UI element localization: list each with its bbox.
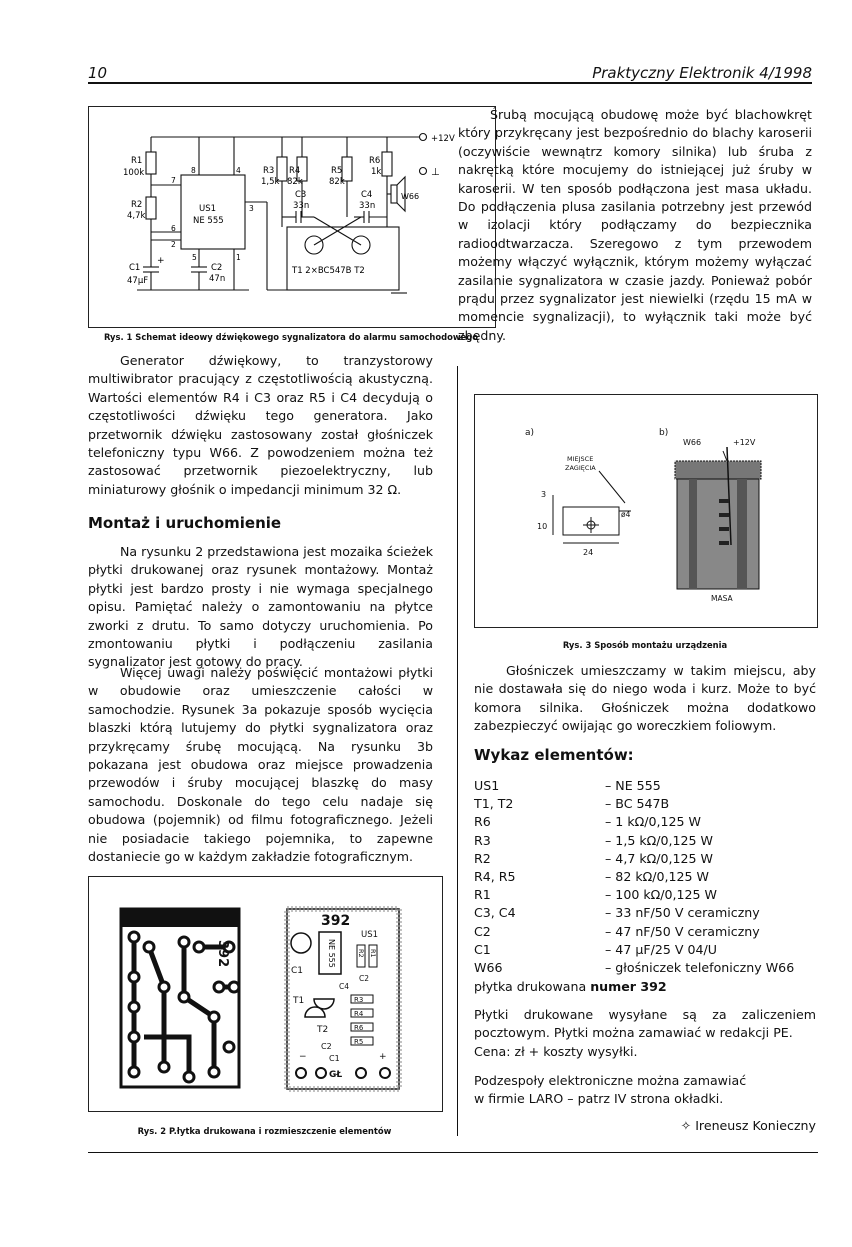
figure1-schematic xyxy=(89,107,495,327)
svg-text:R4: R4 xyxy=(289,166,301,176)
svg-text:C4: C4 xyxy=(339,982,350,991)
svg-text:C2: C2 xyxy=(359,974,370,983)
svg-text:5: 5 xyxy=(192,253,197,262)
column-divider xyxy=(457,366,458,1136)
pcb-number-line xyxy=(474,978,667,996)
svg-text:392: 392 xyxy=(215,940,230,968)
svg-text:4: 4 xyxy=(236,166,241,175)
header-rule xyxy=(88,82,812,84)
svg-text:MASA: MASA xyxy=(711,594,733,603)
figure2-pcb xyxy=(89,877,442,1111)
parts-row: C3, C4 – 33 nF/50 V ceramiczny xyxy=(474,905,760,921)
footer-rule xyxy=(88,1152,818,1153)
svg-text:33n: 33n xyxy=(293,201,310,211)
svg-text:R2: R2 xyxy=(131,200,143,210)
section-heading: Montaż i uruchomienie xyxy=(88,514,282,532)
price-line: Cena: zł + koszty wysyłki. xyxy=(474,1044,638,1059)
svg-text:US1: US1 xyxy=(361,930,379,940)
figure1-frame xyxy=(88,106,496,328)
svg-text:NE 555: NE 555 xyxy=(327,939,336,968)
svg-text:C1: C1 xyxy=(129,263,141,273)
pcb-line-number: numer 392 xyxy=(590,979,667,994)
parts-row: R4, R5 – 82 kΩ/0,125 W xyxy=(474,869,709,885)
svg-text:R3: R3 xyxy=(263,166,275,176)
svg-text:W66: W66 xyxy=(401,192,420,201)
svg-text:7: 7 xyxy=(171,176,176,185)
svg-text:US1: US1 xyxy=(199,204,217,214)
svg-text:⊥: ⊥ xyxy=(431,167,440,178)
svg-text:3: 3 xyxy=(249,204,254,213)
svg-text:4,7k: 4,7k xyxy=(127,211,146,221)
svg-text:+12V: +12V xyxy=(431,134,455,144)
svg-text:10: 10 xyxy=(537,522,548,531)
svg-text:3: 3 xyxy=(541,490,547,499)
svg-text:R1: R1 xyxy=(369,949,377,958)
svg-text:R4: R4 xyxy=(354,1010,364,1018)
order-paragraph: Płytki drukowane wysyłane są za zaliczeniem pocztowym. Płytki można zamawiać w redakcji PE. xyxy=(474,1007,816,1041)
journal-title: Praktyczny Elektronik 4/1998 xyxy=(592,64,812,82)
parts-row: T1, T2 – BC 547B xyxy=(474,796,670,812)
assembly-paragraph-2: Więcej uwagi należy poświęcić montażowi płytki w obudowie oraz umieszczenie całości w samochodzie. Rysunek 3a pokazuje sposób wycięcia blaszki którą lutujemy do płytki sygnalizatora oraz przykręcamy śrubę mocującą. Na rysunku 3b pokazana jest obudowa oraz miejsce prowadzenia przewodów i śruby mocującej blaszkę do masy samochodu. Doskonale do tego celu nadaje się obudowa (pojemnik) od filmu fotograficznego. Jeżeli nie posiadacie takiego pojemnika, to zapewne dostaniecie go w każdym zakładzie fotograficznym. xyxy=(88,665,433,865)
svg-text:R5: R5 xyxy=(354,1038,364,1046)
svg-text:33n: 33n xyxy=(359,201,376,211)
svg-text:ø4: ø4 xyxy=(621,510,631,519)
svg-text:W66: W66 xyxy=(683,438,702,447)
svg-text:−: − xyxy=(299,1052,307,1062)
svg-text:47n: 47n xyxy=(209,274,226,284)
svg-text:C1: C1 xyxy=(329,1054,340,1063)
svg-text:R1: R1 xyxy=(131,156,143,166)
svg-text:C1: C1 xyxy=(291,966,304,976)
svg-text:R6: R6 xyxy=(369,156,381,166)
parts-heading: Wykaz elementów: xyxy=(474,746,634,764)
svg-text:MIEJSCE: MIEJSCE xyxy=(567,455,594,463)
speaker-placement-paragraph: Głośniczek umieszczamy w takim miejscu, aby nie dostawała się do niego woda i kurz. Może to być komora silnika. Głośniczek można dodatkowo zabezpieczyć owijając go woreczkiem foliowym. xyxy=(474,663,816,734)
figure2-caption: Rys. 2 P.łytka drukowana i rozmieszczenie elementów xyxy=(137,1126,392,1136)
svg-text:+12V: +12V xyxy=(733,438,756,447)
figure1-caption: Rys. 1 Schemat ideowy dźwiękowego sygnalizatora do alarmu samochodowego xyxy=(103,332,479,342)
figure3-mounting xyxy=(475,395,817,627)
pcb-line-prefix: płytka drukowana xyxy=(474,979,591,994)
assembly-paragraph-1: Na rysunku 2 przedstawiona jest mozaika ścieżek płytki drukowanej oraz rysunek montażowy. Montaż płytki jest bardzo prosty i nie wymaga specjalnego opisu. Pamiętać należy o zamontowaniu na płytce zworki z drutu. To samo dotyczy uruchomienia. Po zmontowaniu płytki i podłączeniu zasilania sygnalizator jest gotowy do pracy. xyxy=(88,544,433,670)
svg-text:R3: R3 xyxy=(354,996,364,1004)
film-canister xyxy=(675,447,761,589)
svg-text:1: 1 xyxy=(236,253,241,262)
svg-text:a): a) xyxy=(525,428,535,438)
svg-text:+: + xyxy=(379,1052,387,1062)
svg-text:NE 555: NE 555 xyxy=(193,216,224,226)
svg-text:392: 392 xyxy=(321,913,351,929)
parts-row: W66 – głośniczek telefoniczny W66 xyxy=(474,960,795,976)
svg-text:C3: C3 xyxy=(295,190,307,200)
intro-paragraph: Generator dźwiękowy, to tranzystorowy multiwibrator pracujący z częstotliwością akustyczną. Wartości elementów R4 i C3 oraz R5 i C4 decydują o częstotliwości dźwięku tego generatora. Jako przetwornik dźwięku zastosowany został głośniczek telefoniczny typu W66. Z powodzeniem można też zastosować przetwornik piezoelektryczny, lub miniaturowy głośnik o impedancji minimum 32 Ω. xyxy=(88,353,433,497)
parts-row: R3 – 1,5 kΩ/0,125 W xyxy=(474,832,714,848)
svg-text:ZAGIĘCIA: ZAGIĘCIA xyxy=(565,464,596,472)
svg-text:24: 24 xyxy=(583,548,594,557)
svg-text:82k: 82k xyxy=(287,177,303,187)
parts-row: R2 – 4,7 kΩ/0,125 W xyxy=(474,850,714,866)
right-intro-paragraph: Śrubą mocującą obudowę może być blachowkręt który przykręcany jest bezpośrednio do blachy karoserii (oczywiście wewnątrz komory silnika) lub śruba z nakrętką które mocujemy do istniejącej już śruby w karoserii. W ten sposób podłączona jest masa układu. Do podłączenia plusa zasilania potrzebny jest przewód w izolacji który podłączamy do bezpiecznika radioodtwarzacza. Szeregowo z tym przewodem możemy włączyć wyłącznik, którym możemy wyłączać zasilanie sygnalizatora w czasie jazdy. Ponieważ pobór prądu przez sygnalizator jest niewielki (rzędu 15 mA w momencie sygnalizacji), to wyłącznik taki może być zbędny. xyxy=(458,107,812,343)
svg-text:100k: 100k xyxy=(123,168,145,178)
parts-row: R6 – 1 kΩ/0,125 W xyxy=(474,814,701,830)
svg-text:T1: T1 xyxy=(293,996,305,1006)
svg-text:T1 2×BC547B T2: T1 2×BC547B T2 xyxy=(292,266,365,276)
svg-text:1,5k: 1,5k xyxy=(261,177,280,187)
svg-text:R6: R6 xyxy=(354,1024,364,1032)
author: ✧ Ireneusz Konieczny xyxy=(680,1118,816,1133)
svg-text:C4: C4 xyxy=(361,190,373,200)
svg-text:47µF: 47µF xyxy=(127,276,149,286)
svg-text:R5: R5 xyxy=(331,166,343,176)
svg-text:6: 6 xyxy=(171,224,176,233)
parts-row: R1 – 100 kΩ/0,125 W xyxy=(474,887,718,903)
svg-text:C2: C2 xyxy=(211,263,223,273)
pcb-component-layout xyxy=(287,909,399,1089)
page-number: 10 xyxy=(88,64,108,82)
parts-row: C2 – 47 nF/50 V ceramiczny xyxy=(474,923,760,939)
parts-row: US1 – NE 555 xyxy=(474,778,661,793)
figure3-frame xyxy=(474,394,818,628)
pcb-copper-layout xyxy=(121,909,239,1087)
svg-text:R2: R2 xyxy=(357,949,365,958)
svg-text:2: 2 xyxy=(171,240,176,249)
svg-text:8: 8 xyxy=(191,166,196,175)
svg-text:1k: 1k xyxy=(371,167,382,177)
parts-order-paragraph: Podzespoły elektroniczne można zamawiać w firmie LARO – patrz IV strona okładki. xyxy=(474,1073,747,1107)
svg-text:+: + xyxy=(157,256,165,266)
svg-text:T2: T2 xyxy=(317,1025,329,1035)
parts-list xyxy=(474,777,794,977)
figure2-frame xyxy=(88,876,443,1112)
svg-text:GŁ: GŁ xyxy=(329,1070,343,1080)
parts-row: C1 – 47 µF/25 V 04/U xyxy=(474,941,717,957)
figure3-caption: Rys. 3 Sposób montażu urządzenia xyxy=(562,640,728,650)
svg-text:b): b) xyxy=(659,428,669,438)
svg-text:C2: C2 xyxy=(321,1042,332,1051)
svg-text:82k: 82k xyxy=(329,177,345,187)
